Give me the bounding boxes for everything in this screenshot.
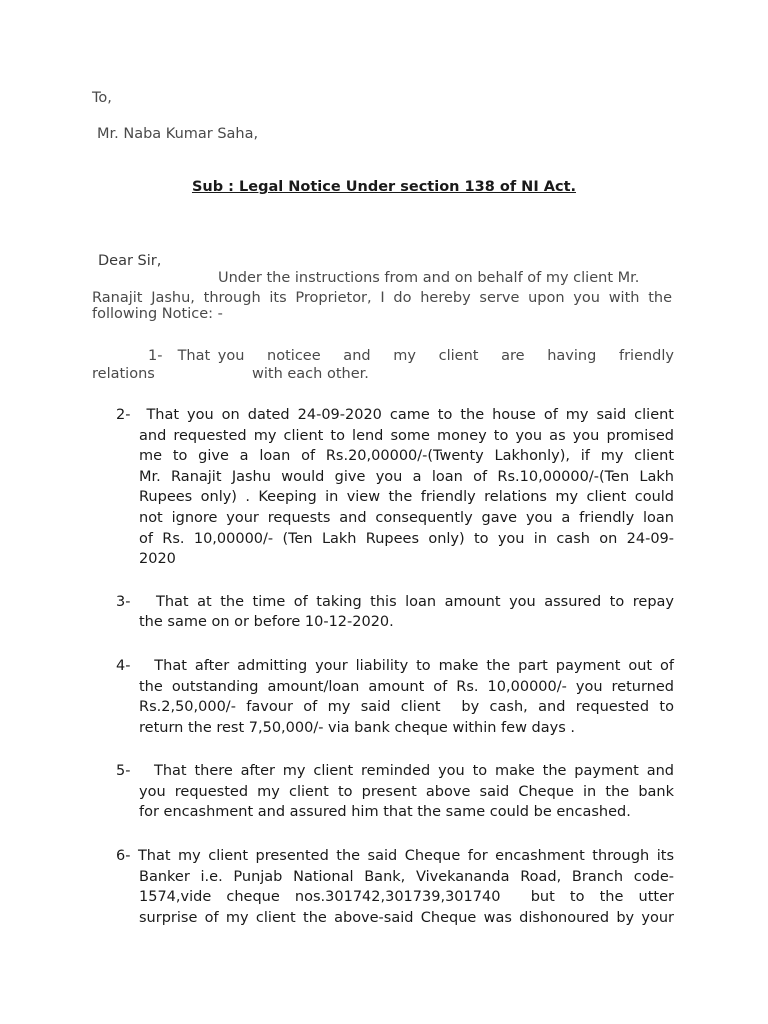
point-5-line: 5- That there after my client reminded you to make the payment and	[116, 763, 674, 779]
point-4-line: Rs.2,50,000/- favour of my said client by cash, and requested to	[139, 699, 674, 715]
subject-line: Sub : Legal Notice Under section 138 of NI Act.	[191, 179, 577, 195]
point-6-line: Banker i.e. Punjab National Bank, Vivekananda Road, Branch code-	[139, 869, 674, 885]
recipient-name: Mr. Naba Kumar Saha,	[97, 126, 259, 142]
point-2-line: 2020	[139, 551, 176, 567]
point-5-line: for encashment and assured him that the same could be encashed.	[139, 804, 631, 820]
point-4-line: 4- That after admitting your liability to make the part payment out of	[116, 658, 674, 674]
point-6-line: 6- That my client presented the said Cheque for encashment through its	[116, 848, 674, 864]
intro-line: Under the instructions from and on behalf of my client Mr.	[218, 270, 640, 286]
point-2-line: Rupees only) . Keeping in view the friendly relations my client could	[139, 489, 674, 505]
point-2-line: Mr. Ranajit Jashu would give you a loan of Rs.10,00000/-(Ten Lakh	[139, 469, 674, 485]
point-1-line: 1- That you noticee and my client are having friendly	[148, 348, 674, 364]
salutation: Dear Sir,	[98, 253, 162, 269]
point-6-line: surprise of my client the above-said Cheque was dishonoured by your	[139, 910, 674, 926]
point-5-line: you requested my client to present above said Cheque in the bank	[139, 784, 674, 800]
point-3-line: 3- That at the time of taking this loan amount you assured to repay	[116, 594, 674, 610]
point-2-line: me to give a loan of Rs.20,00000/-(Twenty Lakhonly), if my client	[139, 448, 674, 464]
point-2-line: 2- That you on dated 24-09-2020 came to the house of my said client	[116, 407, 674, 423]
point-2-line: of Rs. 10,00000/- (Ten Lakh Rupees only) to you in cash on 24-09-	[139, 531, 674, 547]
point-2-line: and requested my client to lend some money to you as you promised	[139, 428, 674, 444]
address-to: To,	[92, 90, 112, 106]
point-2-line: not ignore your requests and consequently gave you a friendly loan	[139, 510, 674, 526]
point-3-line: the same on or before 10-12-2020.	[139, 614, 394, 630]
point-4-line: return the rest 7,50,000/- via bank cheque within few days .	[139, 720, 575, 736]
point-1-line: relations	[92, 366, 155, 382]
intro-line: following Notice: -	[92, 306, 223, 322]
intro-line: Ranajit Jashu, through its Proprietor, I do hereby serve upon you with the	[92, 290, 672, 306]
point-6-line: 1574,vide cheque nos.301742,301739,301740 but to the utter	[139, 889, 674, 905]
point-1-line: with each other.	[252, 366, 369, 382]
point-4-line: the outstanding amount/loan amount of Rs. 10,00000/- you returned	[139, 679, 674, 695]
